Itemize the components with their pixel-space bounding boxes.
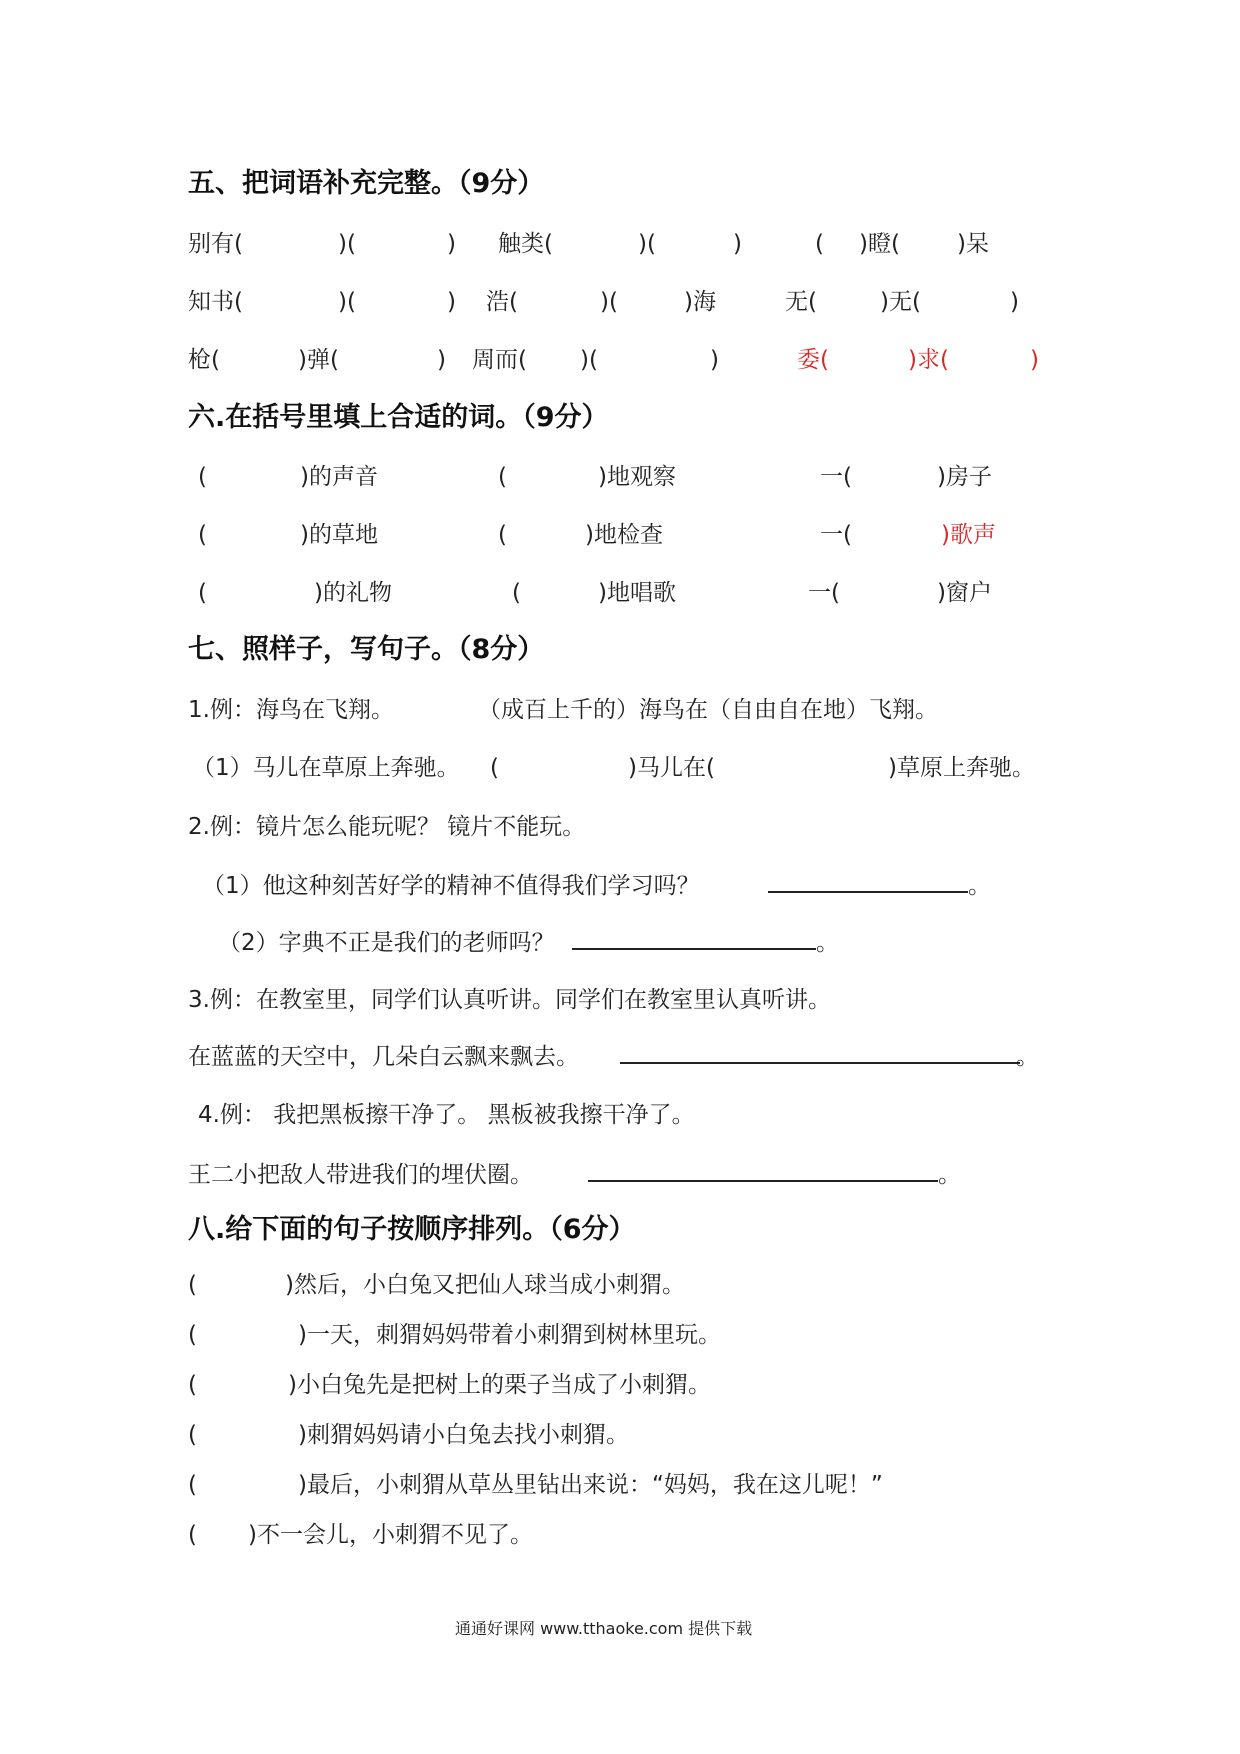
s7-q1-part: )草原上奔驰。 (888, 755, 1035, 781)
s5-r2-part: )( (600, 289, 618, 315)
s5-r1-part: 别有( (188, 231, 243, 257)
s5-r3-part: 周而( (472, 347, 527, 373)
s6-r3-part: )地唱歌 (598, 580, 676, 606)
s5-r2-part: ) (1010, 289, 1019, 315)
s6-r3-part: )的礼物 (314, 580, 392, 606)
section-7-title: 七、照样子，写句子。（8分） (188, 634, 545, 665)
s7-q2-item-2-end: 。 (816, 930, 839, 956)
s7-q1-example-answer: （成百上千的）海鸟在（自由自在地）飞翔。 (478, 697, 938, 723)
s6-r2-part: 一( (820, 522, 852, 548)
s5-r1-part: ( (815, 231, 824, 257)
s5-r1-part: 触类( (498, 231, 553, 257)
s7-q4-item-end: 。 (938, 1162, 961, 1188)
s6-r2-part: )地检查 (585, 522, 663, 548)
s5-r1-part: ) (447, 231, 456, 257)
s5-r3-part: )求( (908, 347, 949, 373)
s6-r1-part: ( (498, 464, 507, 490)
s6-r2-part: )歌声 (941, 522, 996, 548)
order-sentence: )不一会儿，小刺猬不见了。 (248, 1522, 533, 1548)
order-sentence: )刺猬妈妈请小白兔去找小刺猬。 (298, 1422, 629, 1448)
s6-r3-part: ( (512, 580, 521, 606)
answer-line (768, 871, 968, 893)
order-sentence: )然后，小白兔又把仙人球当成小刺猬。 (285, 1272, 685, 1298)
s6-r1-part: )房子 (937, 464, 992, 490)
s7-q1-part: （1）马儿在草原上奔驰。 (192, 755, 460, 781)
s7-q1-part: ( (490, 755, 499, 781)
s5-r2-part: )( (338, 289, 356, 315)
s7-q4-item-answer (588, 1160, 961, 1190)
s7-q2-item-1-end: 。 (968, 873, 991, 899)
s5-r1-part: )呆 (957, 231, 989, 257)
s7-q3-item-answer (620, 1042, 1039, 1072)
answer-line (620, 1042, 1020, 1064)
s5-r3-part: 委( (797, 347, 829, 373)
s5-r3-part: ) (1030, 347, 1039, 373)
s5-r1-part: )( (338, 231, 356, 257)
order-open-paren: ( (188, 1372, 197, 1398)
s5-r1-part: ) (733, 231, 742, 257)
s7-q4-example: 4.例： 我把黑板擦干净了。 黑板被我擦干净了。 (198, 1102, 695, 1128)
s7-q4-item: 王二小把敌人带进我们的埋伏圈。 (188, 1162, 533, 1188)
s5-r2-part: 无( (785, 289, 817, 315)
s7-q1-part: )马儿在( (628, 755, 715, 781)
s5-r2-part: 知书( (188, 289, 243, 315)
s6-r1-part: )的声音 (300, 464, 378, 490)
s6-r3-part: )窗户 (937, 580, 992, 606)
section-5-title: 五、把词语补充完整。（9分） (188, 168, 545, 199)
s7-q3-item: 在蓝蓝的天空中，几朵白云飘来飘去。 (188, 1044, 579, 1070)
answer-line (588, 1160, 938, 1182)
order-open-paren: ( (188, 1472, 197, 1498)
s5-r3-part: )( (580, 347, 598, 373)
s5-r3-part: ) (710, 347, 719, 373)
s7-q2-example: 2.例：镜片怎么能玩呢？ 镜片不能玩。 (188, 814, 586, 840)
s5-r1-part: )瞪( (859, 231, 900, 257)
s7-q2-item-2-answer (572, 928, 839, 958)
order-open-paren: ( (188, 1422, 197, 1448)
s6-r3-part: ( (198, 580, 207, 606)
s6-r2-part: ( (198, 522, 207, 548)
s5-r3-part: 枪( (188, 347, 220, 373)
s5-r3-part: )弹( (298, 347, 339, 373)
s7-q2-item-1-answer (768, 871, 991, 901)
answer-line (572, 928, 816, 950)
s6-r1-part: ( (198, 464, 207, 490)
s6-r1-part: 一( (820, 464, 852, 490)
s5-r2-part: )海 (684, 289, 716, 315)
s5-r1-part: )( (638, 231, 656, 257)
s7-q3-example: 3.例：在教室里，同学们认真听讲。同学们在教室里认真听讲。 (188, 987, 831, 1013)
s7-q2-item-2: （2）字典不正是我们的老师吗？ (218, 930, 555, 956)
s7-q3-item-end: 。 (1016, 1044, 1039, 1070)
s5-r3-part: ) (437, 347, 446, 373)
order-sentence: )一天，刺猬妈妈带着小刺猬到树林里玩。 (298, 1322, 721, 1348)
s6-r2-part: )的草地 (300, 522, 378, 548)
s6-r2-part: ( (498, 522, 507, 548)
section-6-title: 六.在括号里填上合适的词。（9分） (188, 402, 609, 433)
order-sentence: )小白兔先是把树上的栗子当成了小刺猬。 (288, 1372, 711, 1398)
s7-q1-example: 1.例：海鸟在飞翔。 (188, 697, 394, 723)
s5-r2-part: ) (447, 289, 456, 315)
order-sentence: )最后，小刺猬从草丛里钻出来说：“妈妈，我在这儿呢！” (298, 1472, 883, 1498)
s5-r2-part: 浩( (486, 289, 518, 315)
order-open-paren: ( (188, 1322, 197, 1348)
order-open-paren: ( (188, 1522, 197, 1548)
order-open-paren: ( (188, 1272, 197, 1298)
section-8-title: 八.给下面的句子按顺序排列。（6分） (188, 1214, 636, 1245)
s5-r2-part: )无( (880, 289, 921, 315)
footer-credit: 通通好课网 www.tthaoke.com 提供下载 (455, 1619, 753, 1638)
s6-r1-part: )地观察 (598, 464, 676, 490)
s7-q2-item-1: （1）他这种刻苦好学的精神不值得我们学习吗？ (202, 873, 700, 899)
s6-r3-part: 一( (808, 580, 840, 606)
